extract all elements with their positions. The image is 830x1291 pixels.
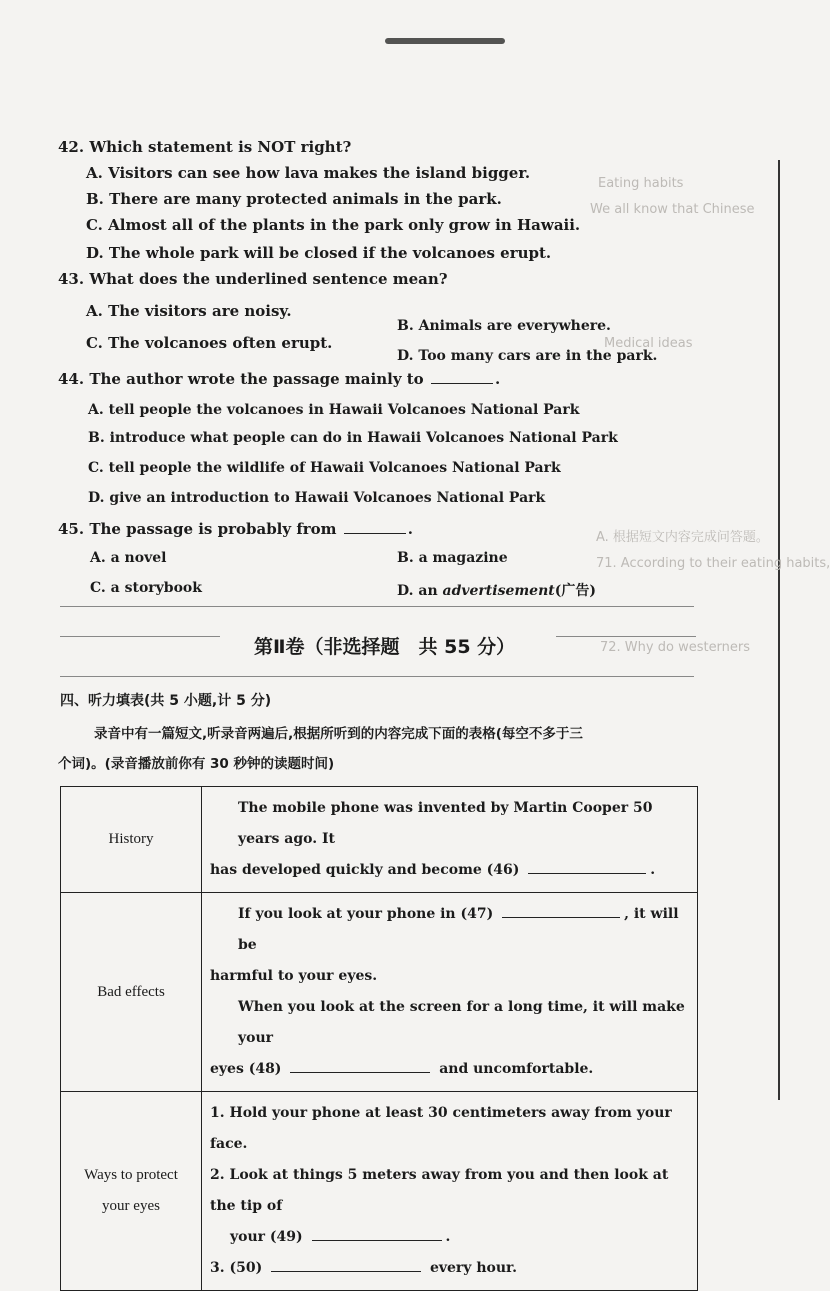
bleed-text: 72. Why do westerners bbox=[600, 640, 751, 655]
option: B. Animals are everywhere. bbox=[397, 318, 611, 334]
blank-48 bbox=[290, 1060, 430, 1073]
option-italic: advertisement bbox=[442, 583, 555, 599]
question-43: 43. What does the underlined sentence mean? bbox=[58, 270, 448, 288]
option: D. give an introduction to Hawaii Volcanoes National Park bbox=[88, 490, 546, 506]
blank-47 bbox=[502, 905, 620, 918]
option bbox=[397, 580, 596, 600]
cell-text: . bbox=[445, 1229, 451, 1245]
row-content bbox=[202, 787, 698, 893]
option: D. Too many cars are in the park. bbox=[397, 348, 658, 364]
option: D. The whole park will be closed if the volcanoes erupt. bbox=[86, 244, 552, 262]
option: A. The visitors are noisy. bbox=[86, 302, 292, 320]
option: B. introduce what people can do in Hawaii Volcanoes National Park bbox=[88, 430, 618, 446]
cell-text: every hour. bbox=[429, 1260, 517, 1276]
divider bbox=[60, 676, 694, 677]
blank-49 bbox=[312, 1228, 442, 1241]
option: C. tell people the wildlife of Hawaii Volcanoes National Park bbox=[88, 460, 561, 476]
cell-text: If you look at your phone in (47) bbox=[238, 906, 494, 922]
option-text: D. an bbox=[397, 583, 438, 599]
cell-line bbox=[210, 1253, 689, 1284]
option: B. a magazine bbox=[397, 550, 508, 566]
bleed-text: 71. According to their eating habits, bbox=[596, 556, 830, 571]
row-content bbox=[202, 893, 698, 1092]
option: C. Almost all of the plants in the park only grow in Hawaii. bbox=[86, 216, 581, 234]
cell-line bbox=[210, 1054, 689, 1085]
cell-text: , it will be bbox=[238, 906, 679, 953]
option: C. The volcanoes often erupt. bbox=[86, 334, 333, 352]
part-title: 第Ⅱ卷（非选择题 共 55 分） bbox=[254, 636, 516, 658]
question-stem: 44. The author wrote the passage mainly to bbox=[58, 370, 424, 388]
row-content bbox=[202, 1092, 698, 1291]
cell-line bbox=[210, 899, 689, 961]
cell-line bbox=[210, 855, 689, 886]
row-label-line: your eyes bbox=[102, 1198, 160, 1214]
option: A. Visitors can see how lava makes the island bigger. bbox=[86, 164, 531, 182]
bleed-text: Eating habits bbox=[598, 176, 684, 191]
blank-50 bbox=[271, 1259, 421, 1272]
divider bbox=[60, 636, 220, 637]
row-label bbox=[61, 1092, 202, 1291]
question-stem-end: . bbox=[407, 520, 414, 538]
question-42: 42. Which statement is NOT right? bbox=[58, 138, 352, 156]
question-stem-end: . bbox=[494, 370, 501, 388]
cell-line bbox=[210, 1222, 689, 1253]
row-label: Bad effects bbox=[61, 893, 202, 1092]
table-row bbox=[61, 787, 698, 893]
option: B. There are many protected animals in the park. bbox=[86, 190, 502, 208]
divider bbox=[60, 606, 694, 607]
cell-line: 2. Look at things 5 meters away from you and then look at the tip of bbox=[210, 1167, 669, 1214]
cell-line: The mobile phone was invented by Martin Cooper 50 years ago. It bbox=[238, 800, 653, 847]
option: A. tell people the volcanoes in Hawaii Volcanoes National Park bbox=[88, 402, 580, 418]
cell-text: 3. (50) bbox=[210, 1260, 263, 1276]
section-heading: 四、听力填表(共 5 小题,计 5 分) bbox=[60, 693, 272, 709]
question-45 bbox=[58, 520, 413, 538]
divider bbox=[556, 636, 696, 637]
cell-line: When you look at the screen for a long time, it will make your bbox=[238, 999, 685, 1046]
cell-text: has developed quickly and become (46) bbox=[210, 862, 520, 878]
row-label: History bbox=[61, 787, 202, 893]
question-stem: 45. The passage is probably from bbox=[58, 520, 337, 538]
instruction: 个词)。(录音播放前你有 30 秒钟的读题时间) bbox=[58, 756, 335, 772]
cell-text: your (49) bbox=[230, 1229, 303, 1245]
option: A. a novel bbox=[90, 550, 167, 566]
instruction: 录音中有一篇短文,听录音两遍后,根据所听到的内容完成下面的表格(每空不多于三 bbox=[94, 726, 583, 742]
bleed-text: We all know that Chinese bbox=[590, 202, 755, 217]
answer-blank bbox=[344, 521, 406, 534]
binding-line bbox=[778, 160, 780, 1100]
option: C. a storybook bbox=[90, 580, 202, 596]
option-gloss: (广告) bbox=[554, 583, 596, 599]
page-top-mark bbox=[385, 38, 505, 44]
table-row bbox=[61, 1092, 698, 1291]
cell-text: . bbox=[650, 862, 656, 878]
bleed-text: A. 根据短文内容完成问答题。 bbox=[596, 530, 769, 545]
answer-blank bbox=[431, 371, 493, 384]
question-44 bbox=[58, 370, 500, 388]
bleed-text: Medical ideas bbox=[604, 336, 693, 351]
listening-table bbox=[60, 786, 698, 1291]
cell-text: and uncomfortable. bbox=[439, 1061, 594, 1077]
blank-46 bbox=[528, 861, 646, 874]
cell-line: 1. Hold your phone at least 30 centimeters away from your face. bbox=[210, 1105, 672, 1152]
cell-text: eyes (48) bbox=[210, 1061, 282, 1077]
row-label-line: Ways to protect bbox=[84, 1167, 178, 1183]
table-row bbox=[61, 893, 698, 1092]
cell-line: harmful to your eyes. bbox=[210, 968, 378, 984]
